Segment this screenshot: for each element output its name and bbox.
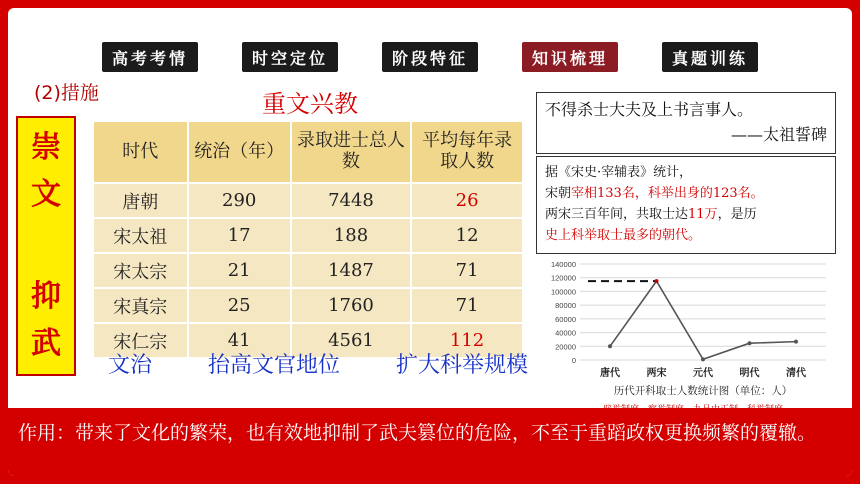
table-cell: 宋太祖	[93, 218, 188, 253]
stats-text: 两宋三百年间，共取士达	[545, 207, 689, 222]
y-tick-label: 0	[571, 356, 576, 365]
y-tick-label: 120000	[550, 273, 576, 283]
quote-text: 不得杀士大夫及上书言事人。	[545, 100, 754, 119]
table-cell: 唐朝	[93, 183, 188, 218]
y-tick-label: 40000	[555, 328, 576, 338]
slide	[8, 8, 852, 476]
stats-line: 据《宋史·宰辅表》统计，	[545, 165, 693, 180]
table-cell: 71	[411, 253, 523, 288]
table-row	[93, 183, 523, 218]
y-tick-label: 60000	[555, 314, 576, 324]
policy-item: 扩大科举规模	[395, 353, 528, 378]
table-cell: 宋太宗	[93, 253, 188, 288]
table-cell: 1760	[291, 288, 411, 323]
tab-knowledge[interactable]: 知识梳理	[522, 42, 618, 72]
stats-line	[545, 204, 827, 225]
policy-item: 抬高文官地位	[207, 353, 340, 378]
banner-char: 文	[31, 177, 61, 213]
stats-textbox	[536, 156, 836, 254]
table-cell: 1487	[291, 253, 411, 288]
tab-time-space[interactable]: 时空定位	[242, 42, 338, 72]
table-header-row	[93, 121, 523, 183]
top-nav	[102, 42, 758, 72]
stats-highlight: 11万	[688, 207, 718, 222]
table-cell: 宋仁宗	[93, 323, 188, 358]
measures-label: (2)措施	[34, 82, 99, 104]
section-title: 重文兴教	[262, 90, 358, 118]
tab-exam-trends[interactable]: 高考考情	[102, 42, 198, 72]
exam-stats-table	[92, 120, 524, 353]
banner-char: 武	[31, 326, 61, 362]
table-cell: 21	[188, 253, 291, 288]
chart-caption: 历代开科取士人数统计图（单位：人）	[613, 385, 793, 397]
data-point	[608, 344, 612, 348]
banner-char: 抑	[31, 278, 61, 314]
quote-box	[536, 92, 836, 154]
stats-text: 宋朝	[545, 186, 572, 201]
table-cell: 290	[188, 183, 291, 218]
x-tick-label: 两宋	[646, 368, 667, 379]
data-point	[655, 279, 659, 283]
y-tick-label: 140000	[550, 260, 576, 269]
stats-text: ，是历	[717, 207, 757, 222]
stats-highlight: 宰相133名，科举出身的123名。	[571, 186, 764, 201]
table-row	[93, 253, 523, 288]
line-chart	[536, 256, 836, 414]
exam-count-chart	[536, 256, 836, 414]
x-tick-label: 清代	[786, 368, 806, 379]
banner-char: 崇	[31, 129, 61, 165]
table-cell: 41	[188, 323, 291, 358]
stats-line: 史上科举取士最多的朝代。	[545, 228, 702, 243]
x-tick-label: 元代	[693, 368, 713, 379]
table-cell: 4561	[291, 323, 411, 358]
data-point	[794, 340, 798, 344]
table-cell: 26	[411, 183, 523, 218]
data-point	[748, 341, 752, 345]
table-header: 录取进士总人数	[291, 121, 411, 183]
y-tick-label: 20000	[555, 342, 576, 352]
table-cell: 112	[411, 323, 523, 358]
table-cell: 12	[411, 218, 523, 253]
table-header: 平均每年录取人数	[411, 121, 523, 183]
effect-callout: 作用：带来了文化的繁荣，也有效地抑制了武夫篡位的危险，不至于重蹈政权更换频繁的覆辙。	[8, 408, 852, 476]
series-line	[610, 281, 796, 359]
quote-source: ——太祖誓碑	[730, 125, 827, 144]
table-header: 时代	[93, 121, 188, 183]
table-cell: 71	[411, 288, 523, 323]
table-cell: 188	[291, 218, 411, 253]
policy-list	[108, 348, 528, 379]
y-tick-label: 80000	[555, 301, 576, 311]
policy-item: 文治	[108, 353, 153, 378]
table-header: 统治（年）	[188, 121, 291, 183]
table-cell: 17	[188, 218, 291, 253]
table-cell: 7448	[291, 183, 411, 218]
tab-stage-features[interactable]: 阶段特征	[382, 42, 478, 72]
table-cell: 宋真宗	[93, 288, 188, 323]
policy-banner	[16, 116, 76, 376]
data-point	[701, 357, 705, 361]
stats-line	[545, 183, 827, 204]
table-row	[93, 218, 523, 253]
table-cell: 25	[188, 288, 291, 323]
y-tick-label: 100000	[550, 287, 576, 297]
tab-practice[interactable]: 真题训练	[662, 42, 758, 72]
table-row	[93, 288, 523, 323]
x-tick-label: 唐代	[600, 368, 620, 379]
x-tick-label: 明代	[739, 368, 760, 379]
